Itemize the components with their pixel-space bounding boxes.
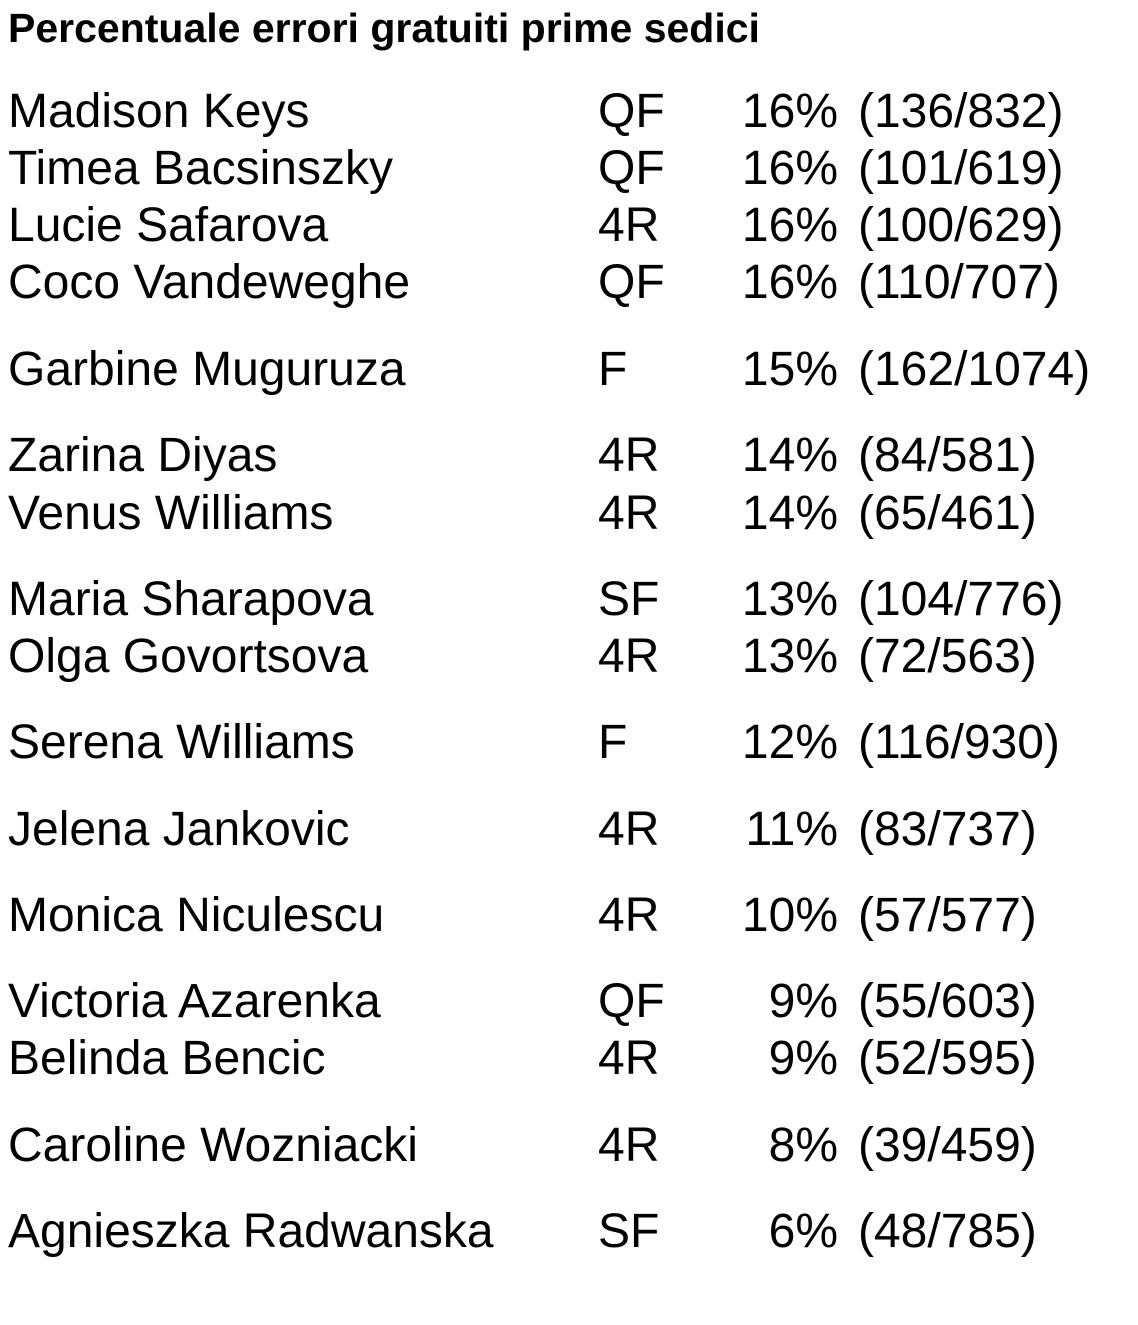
player-name: Victoria Azarenka xyxy=(8,975,381,1028)
page-title: Percentuale errori gratuiti prime sedici xyxy=(8,5,760,51)
player-name: Timea Bacsinszky xyxy=(8,142,393,195)
round-reached: F xyxy=(598,716,628,769)
error-fraction: (104/776) xyxy=(858,573,1064,626)
player-name: Caroline Wozniacki xyxy=(8,1119,418,1172)
player-name: Olga Govortsova xyxy=(8,630,369,683)
player-name: Maria Sharapova xyxy=(8,573,374,626)
round-reached: 4R xyxy=(598,803,660,856)
round-reached: SF xyxy=(598,1205,660,1258)
error-percentage: 8% xyxy=(768,1119,838,1172)
error-percentage: 6% xyxy=(768,1205,838,1258)
error-fraction: (116/930) xyxy=(858,716,1060,769)
player-name: Zarina Diyas xyxy=(8,429,278,482)
table-row xyxy=(0,341,1138,399)
error-percentage: 13% xyxy=(741,630,838,683)
error-fraction: (136/832) xyxy=(858,85,1064,138)
round-reached: QF xyxy=(598,256,665,309)
error-fraction: (83/737) xyxy=(858,803,1037,856)
round-reached: F xyxy=(598,343,628,396)
round-reached: 4R xyxy=(598,1119,660,1172)
error-fraction: (39/459) xyxy=(858,1119,1037,1172)
error-fraction: (100/629) xyxy=(858,199,1064,252)
player-name: Belinda Bencic xyxy=(8,1032,326,1085)
player-name: Jelena Jankovic xyxy=(8,803,350,856)
error-percentage: 16% xyxy=(741,256,838,309)
error-percentage: 9% xyxy=(768,975,838,1028)
table-row xyxy=(0,254,1138,312)
table-row xyxy=(0,801,1138,859)
player-name: Venus Williams xyxy=(8,487,334,540)
error-percentage: 15% xyxy=(741,343,838,396)
round-reached: 4R xyxy=(598,889,660,942)
table-row xyxy=(0,485,1138,543)
error-percentage: 16% xyxy=(741,142,838,195)
error-percentage: 16% xyxy=(741,85,838,138)
round-reached: 4R xyxy=(598,199,660,252)
table-row xyxy=(0,197,1138,255)
player-name: Coco Vandeweghe xyxy=(8,256,411,309)
table-row xyxy=(0,973,1138,1031)
error-fraction: (110/707) xyxy=(858,256,1060,309)
table-row xyxy=(0,140,1138,198)
error-fraction: (84/581) xyxy=(858,429,1037,482)
round-reached: SF xyxy=(598,573,660,626)
error-fraction: (101/619) xyxy=(858,142,1064,195)
error-percentage: 14% xyxy=(741,429,838,482)
player-name: Madison Keys xyxy=(8,85,310,138)
error-fraction: (57/577) xyxy=(858,889,1037,942)
error-percentage: 10% xyxy=(741,889,838,942)
table-row xyxy=(0,714,1138,772)
round-reached: 4R xyxy=(598,1032,660,1085)
table-row xyxy=(0,1030,1138,1088)
table-row xyxy=(0,571,1138,629)
round-reached: QF xyxy=(598,85,665,138)
round-reached: 4R xyxy=(598,487,660,540)
round-reached: 4R xyxy=(598,630,660,683)
table-row xyxy=(0,628,1138,686)
table-row xyxy=(0,887,1138,945)
error-percentage: 14% xyxy=(741,487,838,540)
player-name: Monica Niculescu xyxy=(8,889,385,942)
player-name: Lucie Safarova xyxy=(8,199,329,252)
error-percentage: 13% xyxy=(741,573,838,626)
round-reached: QF xyxy=(598,975,665,1028)
error-fraction: (65/461) xyxy=(858,487,1037,540)
table-row xyxy=(0,1117,1138,1175)
error-fraction: (72/563) xyxy=(858,630,1037,683)
table-row xyxy=(0,1203,1138,1261)
error-percentage: 16% xyxy=(741,199,838,252)
error-fraction: (48/785) xyxy=(858,1205,1037,1258)
table-row xyxy=(0,83,1138,141)
error-percentage: 9% xyxy=(768,1032,838,1085)
player-name: Garbine Muguruza xyxy=(8,343,406,396)
round-reached: QF xyxy=(598,142,665,195)
error-percentage: 12% xyxy=(741,716,838,769)
table-row xyxy=(0,427,1138,485)
player-name: Agnieszka Radwanska xyxy=(8,1205,494,1258)
error-percentage: 11% xyxy=(745,803,838,856)
error-fraction: (162/1074) xyxy=(858,343,1091,396)
round-reached: 4R xyxy=(598,429,660,482)
error-fraction: (52/595) xyxy=(858,1032,1037,1085)
player-name: Serena Williams xyxy=(8,716,355,769)
error-fraction: (55/603) xyxy=(858,975,1037,1028)
